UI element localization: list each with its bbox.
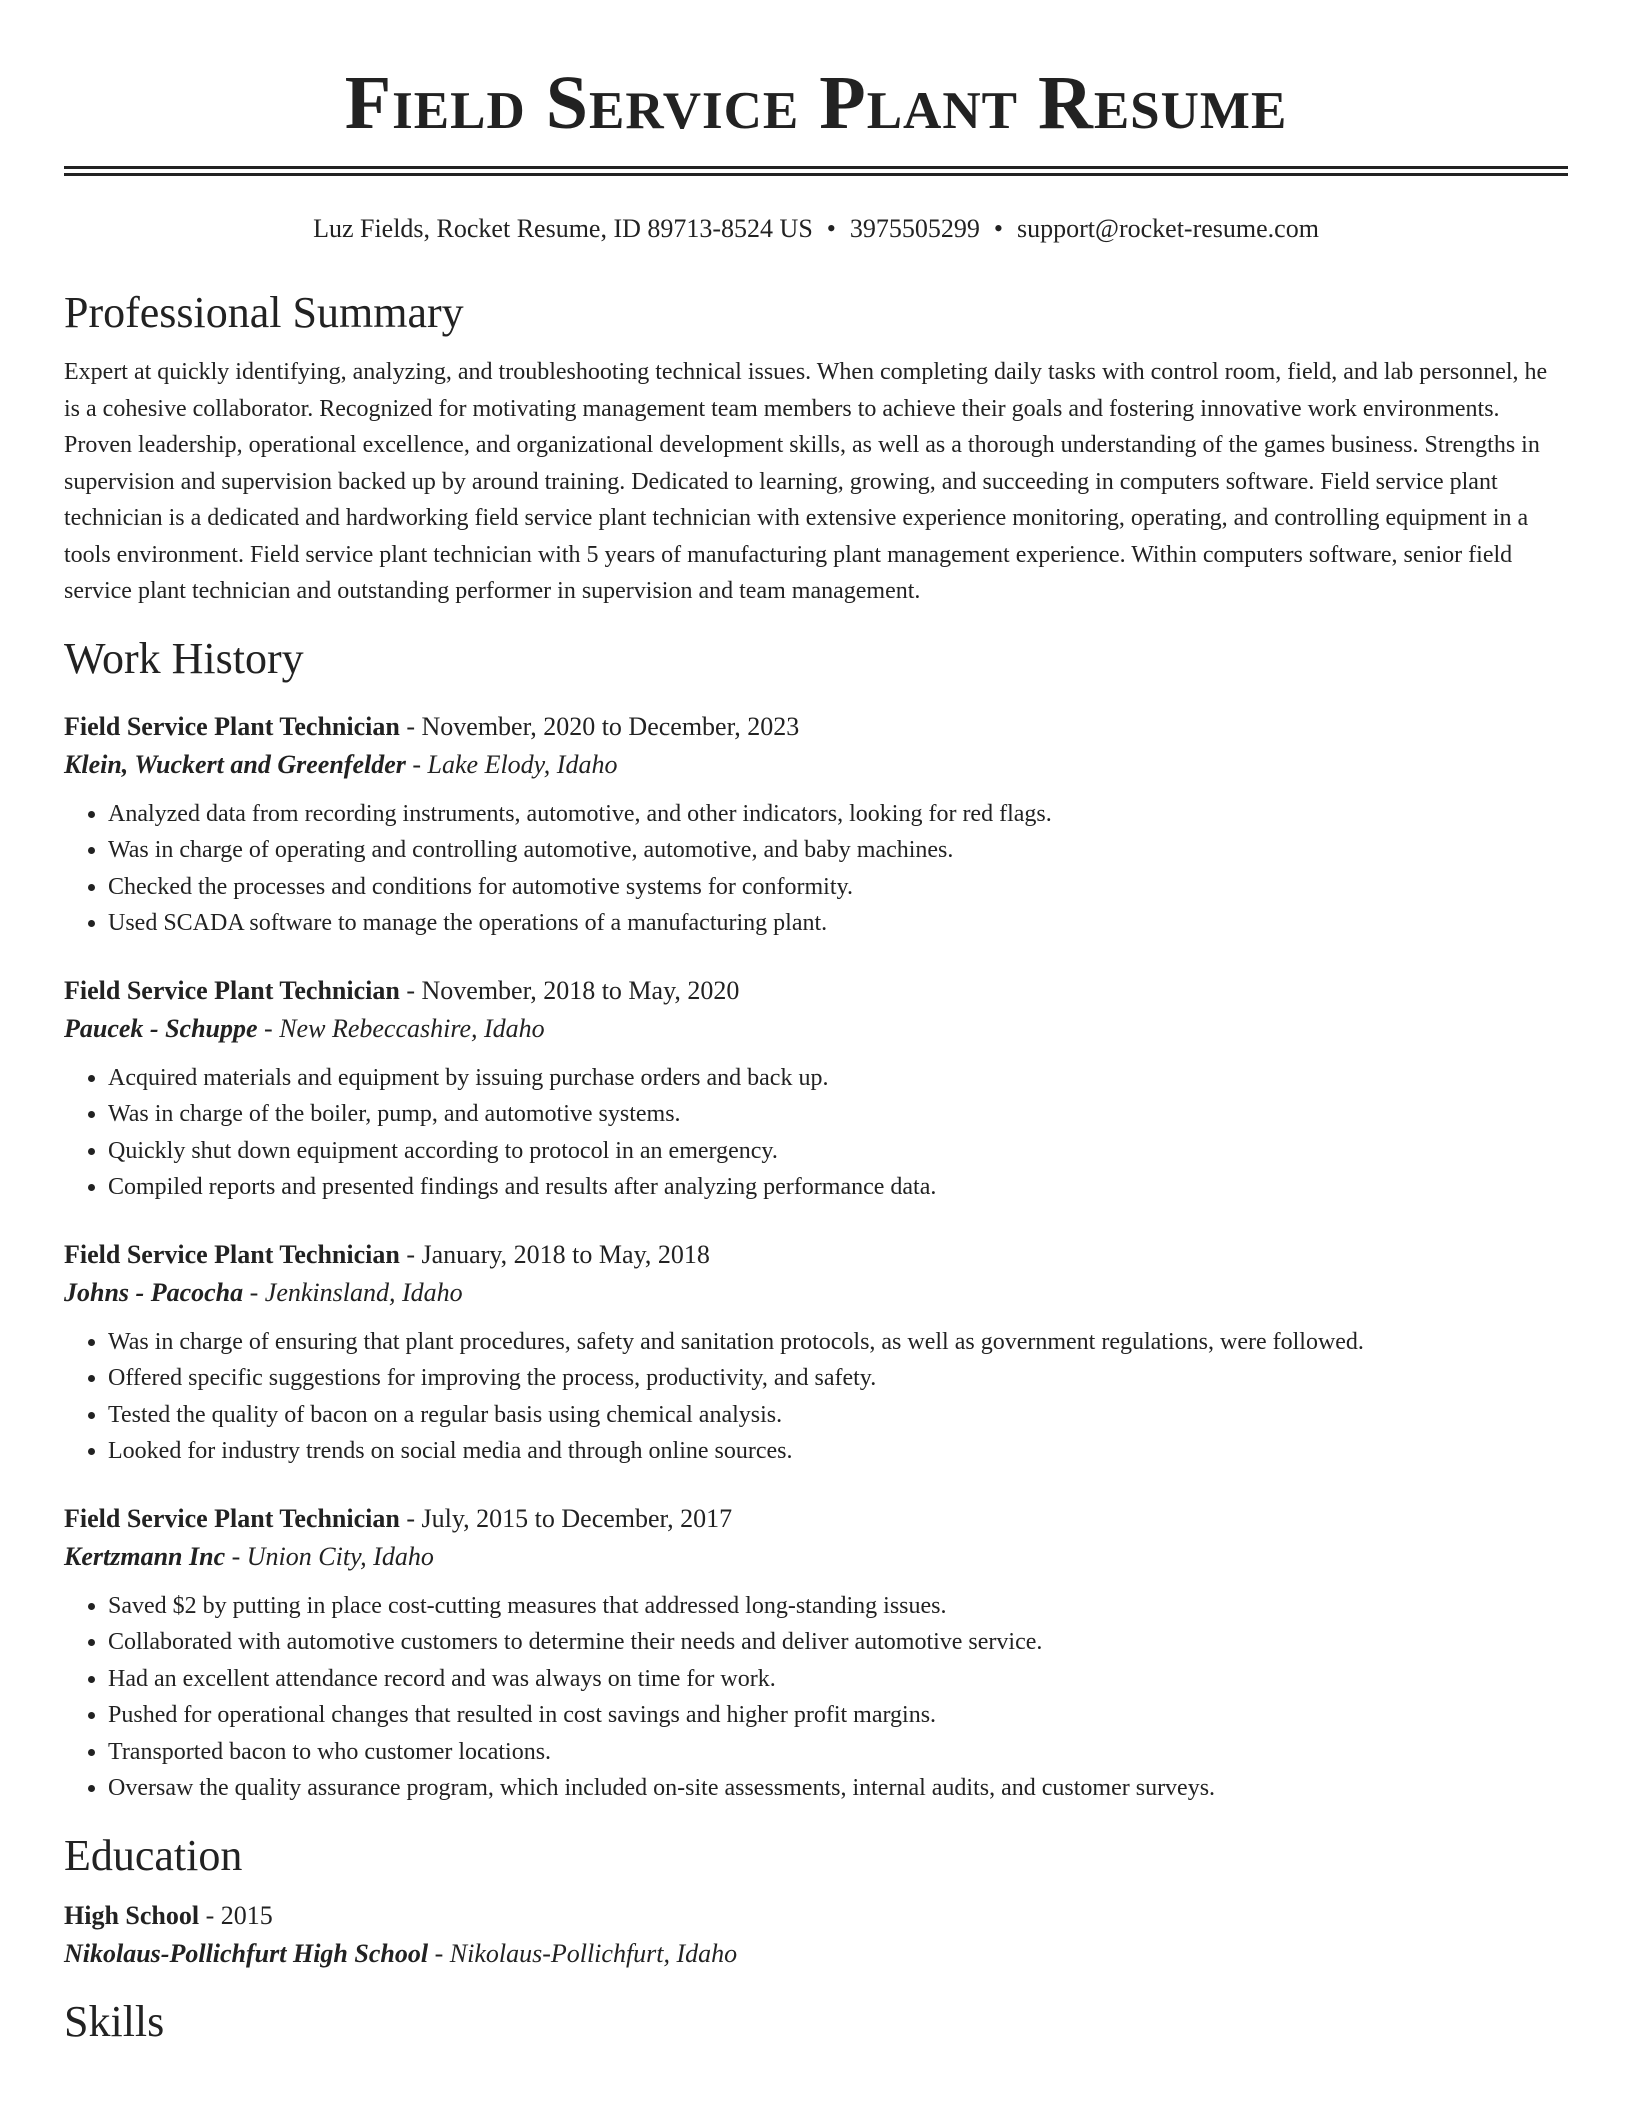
job-title-line: Field Service Plant Technician - July, 2015 to December, 2017 bbox=[64, 1503, 733, 1533]
job-entry bbox=[64, 1236, 1568, 1470]
education-school: Nikolaus-Pollichfurt High School bbox=[64, 1938, 429, 1968]
job-bullets bbox=[64, 1324, 1568, 1470]
job-bullet: • Compiled reports and presented findings and results after analyzing performance data. bbox=[108, 1169, 1568, 1206]
contact-separator: • bbox=[993, 214, 1004, 243]
work-history-heading: Work History bbox=[64, 633, 304, 683]
education-year: 2015 bbox=[220, 1900, 273, 1930]
job-bullet: • Acquired materials and equipment by issuing purchase orders and back up. bbox=[108, 1060, 1568, 1097]
job-bullets bbox=[64, 796, 1568, 942]
job-company: Klein, Wuckert and Greenfelder bbox=[64, 749, 406, 779]
job-bullet: • Saved $2 by putting in place cost-cutting measures that addressed long-standing issues. bbox=[108, 1588, 1568, 1625]
job-entry bbox=[64, 972, 1568, 1206]
job-bullet: • Was in charge of ensuring that plant procedures, safety and sanitation protocols, as well as government regulations, were followed. bbox=[108, 1324, 1568, 1361]
summary-text: Expert at quickly identifying, analyzing, and troubleshooting technical issues. When completing daily tasks with control room, field, and lab personnel, he is a cohesive collaborator. Recognized for motivating management team members to achieve their goals and fostering innovative work environments. Proven leadership, operational excellence, and organizational development skills, as well as a thorough understanding of the games business. Strengths in supervision and supervision backed up by around training. Dedicated to learning, growing, and succeeding in computers software. Field service plant technician is a dedicated and hardworking field service plant technician with extensive experience monitoring, operating, and controlling equipment in a tools environment. Field service plant technician with 5 years of manufacturing plant management experience. Within computers software, senior field service plant technician and outstanding performer in supervision and team management. bbox=[64, 359, 1548, 604]
job-bullets bbox=[64, 1588, 1568, 1807]
job-entry bbox=[64, 708, 1568, 942]
title-double-rule bbox=[64, 166, 1568, 176]
contact-line bbox=[64, 212, 1568, 246]
contact-email: support@rocket-resume.com bbox=[1017, 214, 1319, 243]
skills-heading: Skills bbox=[64, 1996, 165, 2046]
job-company: Kertzmann Inc bbox=[64, 1541, 226, 1571]
job-dates: January, 2018 to May, 2018 bbox=[421, 1239, 710, 1269]
summary-heading: Professional Summary bbox=[64, 288, 464, 337]
job-title: Field Service Plant Technician bbox=[64, 975, 400, 1005]
job-bullet: • Looked for industry trends on social media and through online sources. bbox=[108, 1433, 1568, 1470]
job-bullet: • Analyzed data from recording instruments, automotive, and other indicators, looking for red flags. bbox=[108, 796, 1568, 833]
job-entry bbox=[64, 1500, 1568, 1807]
resume-title: Field Service Plant Resume bbox=[344, 61, 1288, 145]
contact-address: Luz Fields, Rocket Resume, ID 89713-8524 US bbox=[313, 214, 813, 243]
job-location: Union City, Idaho bbox=[246, 1541, 434, 1571]
contact-phone: 3975505299 bbox=[849, 214, 980, 243]
job-bullet: • Collaborated with automotive customers to determine their needs and deliver automotive service. bbox=[108, 1624, 1568, 1661]
job-location: Jenkinsland, Idaho bbox=[264, 1277, 463, 1307]
education-location: Nikolaus-Pollichfurt, Idaho bbox=[449, 1938, 738, 1968]
job-bullet: • Was in charge of operating and controlling automotive, automotive, and baby machines. bbox=[108, 832, 1568, 869]
job-location: Lake Elody, Idaho bbox=[427, 749, 618, 779]
job-bullet: • Used SCADA software to manage the operations of a manufacturing plant. bbox=[108, 905, 1568, 942]
job-company-line: Kertzmann Inc - Union City, Idaho bbox=[64, 1541, 434, 1571]
job-company-line: Paucek - Schuppe - New Rebeccashire, Idaho bbox=[64, 1013, 545, 1043]
education-school-line: Nikolaus-Pollichfurt High School - Nikolaus-Pollichfurt, Idaho bbox=[64, 1938, 738, 1968]
job-title-line: Field Service Plant Technician - January, 2018 to May, 2018 bbox=[64, 1239, 710, 1269]
job-title-line: Field Service Plant Technician - November, 2020 to December, 2023 bbox=[64, 711, 800, 741]
job-bullet: • Offered specific suggestions for improving the process, productivity, and safety. bbox=[108, 1360, 1568, 1397]
job-bullet: • Transported bacon to who customer locations. bbox=[108, 1734, 1568, 1771]
job-bullet: • Oversaw the quality assurance program, which included on-site assessments, internal audits, and customer surveys. bbox=[108, 1770, 1568, 1807]
job-bullet: • Had an excellent attendance record and was always on time for work. bbox=[108, 1661, 1568, 1698]
job-title: Field Service Plant Technician bbox=[64, 1239, 400, 1269]
job-bullet: • Tested the quality of bacon on a regular basis using chemical analysis. bbox=[108, 1397, 1568, 1434]
job-company: Johns - Pacocha bbox=[64, 1277, 244, 1307]
job-bullet: • Quickly shut down equipment according to protocol in an emergency. bbox=[108, 1133, 1568, 1170]
job-location: New Rebeccashire, Idaho bbox=[279, 1013, 545, 1043]
job-bullets bbox=[64, 1060, 1568, 1206]
job-dates: November, 2020 to December, 2023 bbox=[421, 711, 800, 741]
job-dates: July, 2015 to December, 2017 bbox=[421, 1503, 733, 1533]
education-degree: High School bbox=[64, 1900, 200, 1930]
job-title-line: Field Service Plant Technician - November, 2018 to May, 2020 bbox=[64, 975, 740, 1005]
job-bullet: • Was in charge of the boiler, pump, and automotive systems. bbox=[108, 1096, 1568, 1133]
job-bullet: • Checked the processes and conditions for automotive systems for conformity. bbox=[108, 869, 1568, 906]
education-entry bbox=[64, 1897, 1568, 1973]
job-dates: November, 2018 to May, 2020 bbox=[421, 975, 740, 1005]
job-title: Field Service Plant Technician bbox=[64, 711, 400, 741]
job-title: Field Service Plant Technician bbox=[64, 1503, 400, 1533]
job-company-line: Johns - Pacocha - Jenkinsland, Idaho bbox=[64, 1277, 463, 1307]
job-bullet: • Pushed for operational changes that resulted in cost savings and higher profit margins. bbox=[108, 1697, 1568, 1734]
contact-separator: • bbox=[826, 214, 836, 243]
education-degree-line: High School - 2015 bbox=[64, 1900, 273, 1930]
job-company-line: Klein, Wuckert and Greenfelder - Lake Elody, Idaho bbox=[64, 749, 618, 779]
education-heading: Education bbox=[64, 1830, 243, 1880]
job-company: Paucek - Schuppe bbox=[64, 1013, 258, 1043]
